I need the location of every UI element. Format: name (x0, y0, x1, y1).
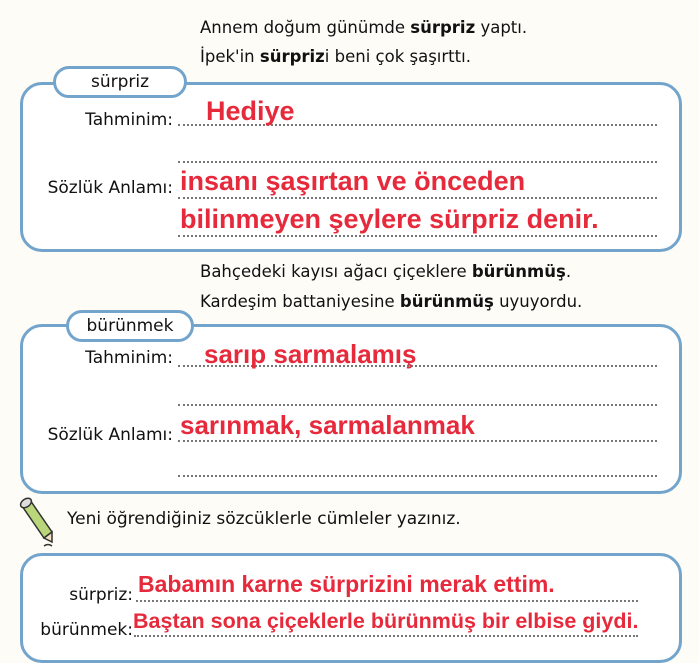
dictionary-answer: sarınmak, sarmalanmak (180, 410, 475, 440)
sentences-box (20, 553, 682, 663)
answer-line[interactable] (178, 235, 657, 237)
sentence-label: bürünmek: (40, 620, 133, 640)
example-sentence-4 (200, 292, 582, 311)
word-tab: sürpriz (53, 66, 187, 98)
text: uyuyordu. (493, 292, 583, 311)
dictionary-answer-line1: insanı şaşırtan ve önceden (180, 166, 526, 196)
dictionary-label: Sözlük Anlamı: (47, 178, 173, 198)
guess-label: Tahminim: (85, 110, 173, 130)
text: i beni çok şaşırttı. (324, 47, 471, 66)
pencil-icon (18, 496, 58, 548)
sentence-answer: Babamın karne sürprizini merak ettim. (138, 571, 555, 597)
keyword: bürünmüş (399, 292, 494, 311)
text: İpek'in (200, 47, 260, 66)
text: Kardeşim battaniyesine (200, 292, 400, 311)
guess-answer: Hediye (206, 96, 295, 126)
example-sentence-2 (200, 47, 471, 66)
text: Annem doğum günümde (200, 18, 411, 37)
answer-line[interactable] (134, 635, 638, 637)
guess-label: Tahminim: (85, 348, 173, 368)
answer-line[interactable] (178, 404, 657, 406)
text: Bahçedeki kayısı ağacı çiçeklere (200, 262, 472, 281)
text: yaptı. (475, 18, 528, 37)
keyword: sürpriz (410, 18, 476, 37)
example-sentence-1 (200, 18, 527, 37)
guess-answer: sarıp sarmalamış (204, 339, 417, 369)
sentence-label: sürpriz: (69, 585, 133, 605)
example-sentence-3 (200, 262, 571, 281)
sentence-answer: Baştan sona çiçeklerle bürünmüş bir elbise giydi. (133, 609, 639, 633)
instruction: Yeni öğrendiğiniz sözcüklerle cümleler yazınız. (67, 509, 461, 529)
word-tab: bürünmek (66, 310, 194, 342)
keyword: bürünmüş (471, 262, 566, 281)
answer-line[interactable] (178, 197, 657, 199)
answer-line[interactable] (178, 161, 657, 163)
answer-line[interactable] (136, 600, 638, 602)
text: . (565, 262, 572, 281)
dictionary-answer-line2: bilinmeyen şeylere sürpriz denir. (180, 204, 599, 234)
keyword: sürpriz (259, 47, 325, 66)
dictionary-label: Sözlük Anlamı: (47, 425, 173, 445)
answer-line[interactable] (178, 475, 657, 477)
